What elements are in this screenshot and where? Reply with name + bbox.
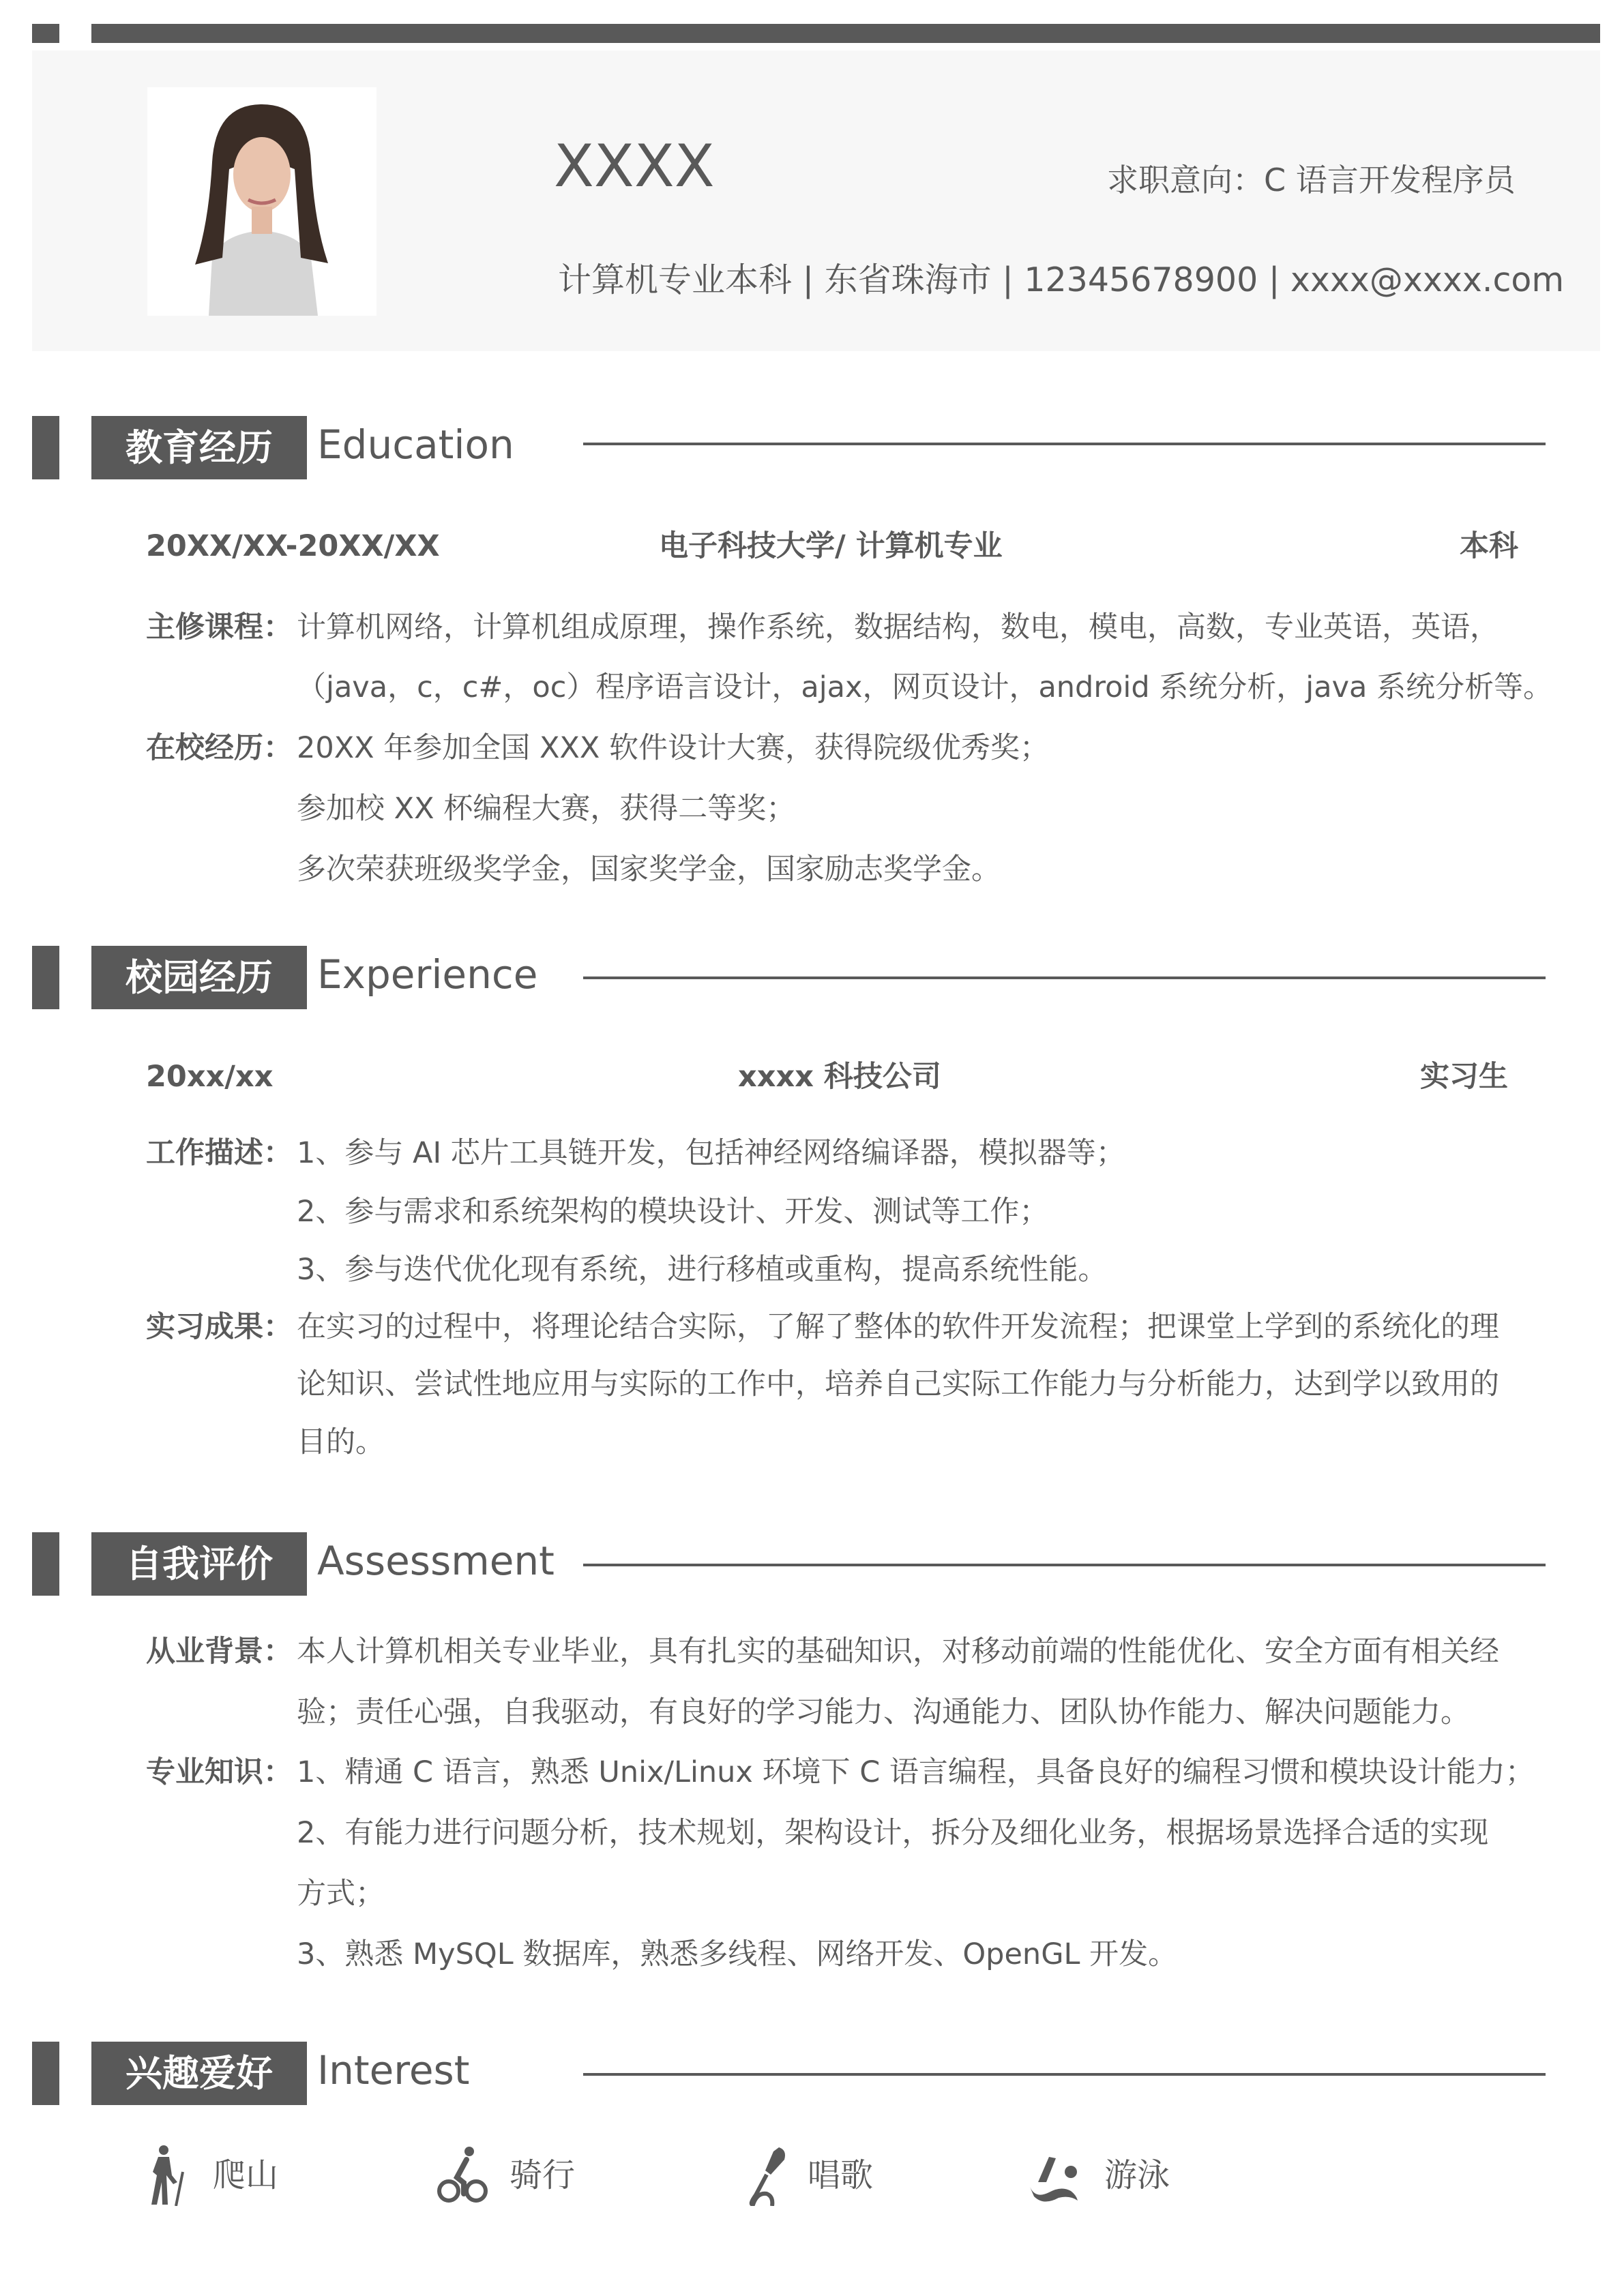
- section-marker: [32, 416, 59, 479]
- work-line: 2、参与需求和系统架构的模块设计、开发、测试等工作；: [297, 1195, 1049, 1229]
- campus-line: 20XX 年参加全国 XXX 软件设计大赛，获得院级优秀奖；: [297, 731, 1050, 765]
- section-divider: [583, 2073, 1546, 2076]
- courses-label: 主修课程：: [146, 610, 293, 644]
- section-title: 兴趣爱好: [91, 2042, 307, 2105]
- courses-line: 计算机网络，计算机组成原理，操作系统，数据结构，数电，模电，高数，专业英语，英语，: [297, 610, 1499, 644]
- courses-line: （java，c，c#，oc）程序语言设计，ajax，网页设计，android 系统分析，java 系统分析等。: [297, 670, 1553, 704]
- result-line: 论知识、尝试性地应用与实际的工作中，培养自己实际工作能力与分析能力，达到学以致用的: [297, 1367, 1499, 1401]
- section-title: 教育经历: [91, 416, 307, 479]
- background-label: 从业背景：: [146, 1635, 293, 1669]
- knowledge-line: 3、熟悉 MySQL 数据库，熟悉多线程、网络开发、OpenGL 开发。: [297, 1937, 1178, 1971]
- hobby-label: 骑行: [510, 2156, 576, 2194]
- section-title-en: Experience: [317, 951, 538, 998]
- work-label: 工作描述：: [146, 1136, 293, 1170]
- hobby-label: 游泳: [1104, 2156, 1170, 2194]
- hobby-label: 唱歌: [808, 2156, 874, 2194]
- section-title-en: Interest: [317, 2047, 470, 2093]
- result-line: 在实习的过程中，将理论结合实际，了解了整体的软件开发流程；把课堂上学到的系统化的理: [297, 1310, 1499, 1344]
- campus-line: 多次荣获班级奖学金，国家奖学金，国家励志奖学金。: [297, 852, 1001, 886]
- job-objective: 求职意向：C 语言开发程序员: [1107, 162, 1516, 198]
- section-title: 校园经历: [91, 946, 307, 1009]
- edu-school: 电子科技大学/ 计算机专业: [659, 529, 1003, 563]
- section-marker: [32, 1532, 59, 1596]
- background-line: 验；责任心强，自我驱动，有良好的学习能力、沟通能力、团队协作能力、解决问题能力。: [297, 1695, 1470, 1729]
- knowledge-line: 2、有能力进行问题分析，技术规划，架构设计，拆分及细化业务，根据场景选择合适的实现: [297, 1816, 1489, 1850]
- section-marker: [32, 946, 59, 1009]
- campus-label: 在校经历：: [146, 731, 293, 765]
- exp-date: 20xx/xx: [146, 1060, 274, 1094]
- hobby-label: 爬山: [213, 2156, 279, 2194]
- section-divider: [583, 976, 1546, 979]
- top-bar-small: [32, 24, 59, 43]
- campus-line: 参加校 XX 杯编程大赛，获得二等奖；: [297, 792, 796, 826]
- section-title-en: Assessment: [317, 1538, 555, 1584]
- work-line: 1、参与 AI 芯片工具链开发，包括神经网络编译器，模拟器等；: [297, 1136, 1125, 1170]
- contact-info: 计算机专业本科 | 东省珠海市 | 12345678900 | xxxx@xxxx.com: [558, 260, 1565, 299]
- work-line: 3、参与迭代优化现有系统，进行移植或重构，提高系统性能。: [297, 1253, 1108, 1287]
- background-line: 本人计算机相关专业毕业，具有扎实的基础知识，对移动前端的性能优化、安全方面有相关经: [297, 1635, 1499, 1669]
- edu-date: 20XX/XX-20XX/XX: [146, 529, 440, 563]
- section-title-en: Education: [317, 421, 514, 468]
- knowledge-line: 1、精通 C 语言，熟悉 Unix/Linux 环境下 C 语言编程，具备良好的编程习惯和模块设计能力；: [297, 1755, 1535, 1789]
- profile-photo: [147, 87, 377, 316]
- edu-degree: 本科: [1460, 529, 1518, 563]
- knowledge-line: 方式；: [297, 1877, 385, 1911]
- section-marker: [32, 2042, 59, 2105]
- knowledge-label: 专业知识：: [146, 1755, 293, 1789]
- exp-role: 实习生: [1420, 1060, 1508, 1094]
- result-line: 目的。: [297, 1425, 385, 1459]
- cycling-icon: [437, 2145, 484, 2206]
- hiking-icon: [143, 2145, 191, 2206]
- swimming-icon: [1029, 2145, 1090, 2206]
- candidate-name: XXXX: [554, 132, 715, 200]
- section-title: 自我评价: [91, 1532, 307, 1596]
- top-bar: [91, 24, 1600, 43]
- section-divider: [583, 1564, 1546, 1566]
- section-divider: [583, 443, 1546, 445]
- result-label: 实习成果：: [146, 1310, 293, 1344]
- exp-company: xxxx 科技公司: [738, 1060, 941, 1094]
- header-panel: [32, 50, 1600, 351]
- microphone-icon: [743, 2145, 791, 2206]
